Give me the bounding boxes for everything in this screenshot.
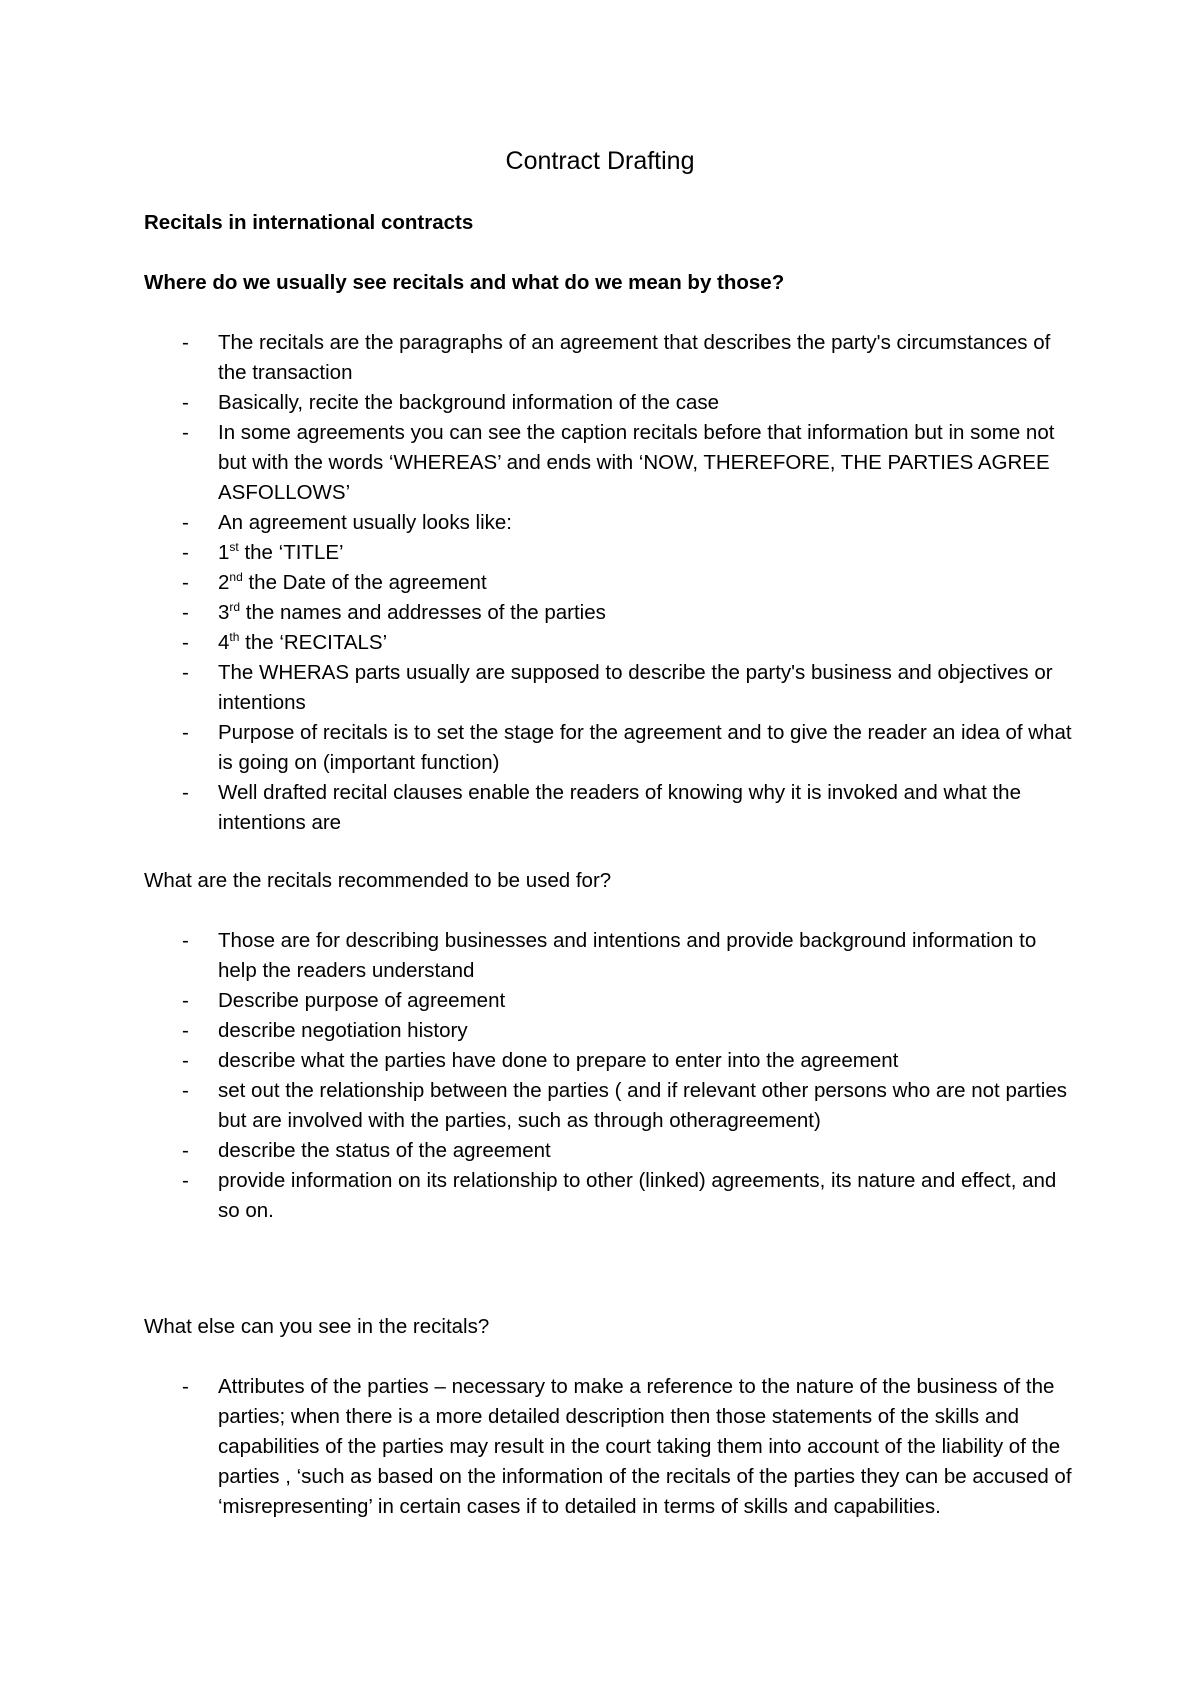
list-item: - The recitals are the paragraphs of an agreement that describes the party's circumstances of the transaction (182, 331, 1051, 384)
list-item: - describe the status of the agreement (182, 1139, 551, 1162)
list-item: - 4th the ‘RECITALS’ (182, 630, 388, 654)
list-item: - describe negotiation history (182, 1019, 468, 1042)
list-item: - set out the relationship between the parties ( and if relevant other persons who are not parties but are involved with the parties, such as through otheragreement) (182, 1079, 1067, 1132)
list-item: - describe what the parties have done to prepare to enter into the agreement (182, 1049, 899, 1072)
question-heading-3: What else can you see in the recitals? (144, 1315, 490, 1338)
section-heading: Recitals in international contracts (144, 211, 474, 234)
bullet-list-2 (144, 926, 1079, 1226)
question-heading-2: What are the recitals recommended to be used for? (144, 869, 612, 892)
question-heading-1: Where do we usually see recitals and what do we mean by those? (144, 271, 785, 294)
list-item: - 1st the ‘TITLE’ (182, 540, 344, 564)
list-item: - The WHERAS parts usually are supposed to describe the party's business and objectives or intentions (182, 661, 1053, 714)
list-item: - In some agreements you can see the caption recitals before that information but in some not but with the words ‘WHEREAS’ and ends with ‘NOW, THEREFORE, THE PARTIES AGREE ASFOLLOWS’ (182, 421, 1055, 504)
list-item: - An agreement usually looks like: (182, 511, 512, 534)
list-item: - Those are for describing businesses and intentions and provide background information to help the readers understand (182, 929, 1037, 982)
list-item: - Well drafted recital clauses enable the readers of knowing why it is invoked and what the intentions are (182, 781, 1021, 834)
document-title: Contract Drafting (505, 147, 695, 175)
list-item: - provide information on its relationship to other (linked) agreements, its nature and effect, and so on. (182, 1169, 1057, 1222)
list-item: - 2nd the Date of the agreement (182, 570, 487, 594)
list-item: - Basically, recite the background information of the case (182, 391, 719, 414)
list-item: - Describe purpose of agreement (182, 989, 506, 1012)
bullet-list-1 (144, 328, 1079, 838)
list-item: - Attributes of the parties – necessary to make a reference to the nature of the business of the parties; when there is a more detailed description then those statements of the skills and capabilities of the parties may result in the court taking them into account of the liability of the parties , ‘such as based on the information of the recitals of the parties they can be accused of ‘misrepresenting’ in certain cases if to detailed in terms of skills and capabilities. (182, 1375, 1072, 1518)
bullet-list-3 (144, 1372, 1079, 1522)
list-item: - Purpose of recitals is to set the stage for the agreement and to give the reader an idea of what is going on (important function) (182, 721, 1072, 774)
list-item: - 3rd the names and addresses of the parties (182, 600, 606, 624)
